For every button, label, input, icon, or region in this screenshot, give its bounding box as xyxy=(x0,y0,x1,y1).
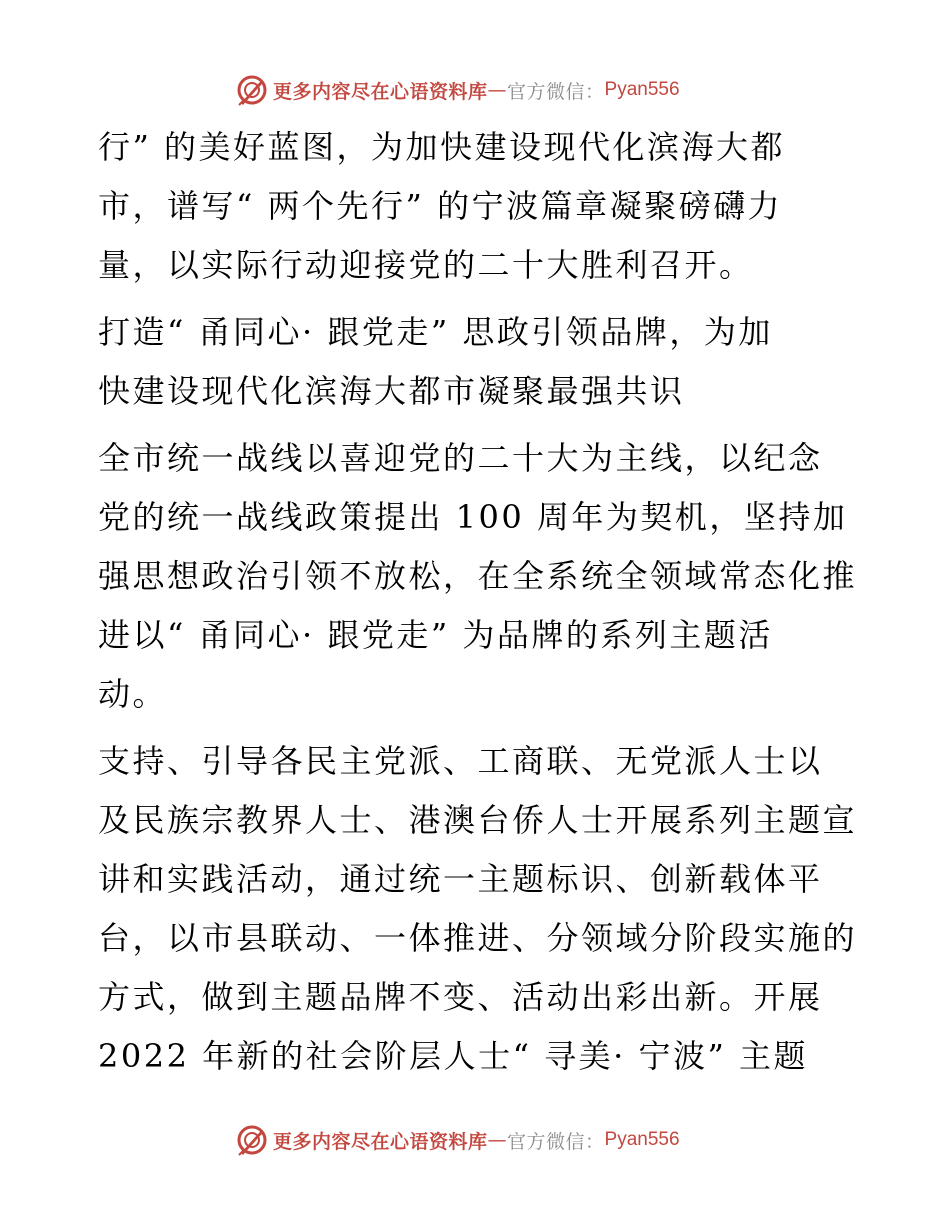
paragraph-3 xyxy=(98,429,858,724)
paragraph-2-heading xyxy=(98,303,858,421)
text-line: 2022 年新的社会阶层人士“ 寻美· 宁波” 主题 xyxy=(98,1037,809,1075)
watermark-wechat-label: 官方微信： xyxy=(507,1130,605,1153)
pen-logo-icon xyxy=(235,1123,269,1157)
pen-logo-icon xyxy=(235,73,269,107)
watermark-site-text: 更多内容尽在心语资料库 xyxy=(273,1130,488,1153)
text-line: 快建设现代化滨海大都市凝聚最强共识 xyxy=(98,372,685,410)
footer-watermark xyxy=(235,1122,680,1158)
watermark-wechat-label: 官方微信： xyxy=(507,80,605,103)
text-line: 强思想政治引领不放松，在全系统全领域常态化推 xyxy=(98,557,858,595)
watermark-site-text: 更多内容尽在心语资料库 xyxy=(273,80,488,103)
paragraph-4 xyxy=(98,732,858,1086)
watermark-wechat-id: Pyan556 xyxy=(604,1129,680,1150)
header-watermark xyxy=(235,72,680,108)
watermark-wechat-id: Pyan556 xyxy=(604,79,680,100)
text-line: 全市统一战线以喜迎党的二十大为主线，以纪念 xyxy=(98,439,823,477)
text-line: 量，以实际行动迎接党的二十大胜利召开。 xyxy=(98,246,754,284)
text-line: 讲和实践活动，通过统一主题标识、创新载体平 xyxy=(98,860,823,898)
text-line: 动。 xyxy=(98,675,168,713)
text-line: 台，以市县联动、一体推进、分领域分阶段实施的 xyxy=(98,919,858,957)
paragraph-1 xyxy=(98,118,858,295)
text-line: 市，谱写“ 两个先行” 的宁波篇章凝聚磅礴力 xyxy=(98,187,783,225)
text-line: 行” 的美好蓝图，为加快建设现代化滨海大都 xyxy=(98,128,786,166)
text-line: 打造“ 甬同心· 跟党走” 思政引领品牌，为加 xyxy=(98,313,773,351)
document-body xyxy=(98,118,858,1086)
watermark-dash: — xyxy=(487,1129,508,1151)
text-line: 党的统一战线政策提出 100 周年为契机，坚持加 xyxy=(98,498,848,536)
text-line: 进以“ 甬同心· 跟党走” 为品牌的系列主题活 xyxy=(98,616,773,654)
text-line: 及民族宗教界人士、港澳台侨人士开展系列主题宣 xyxy=(98,801,858,839)
text-line: 方式，做到主题品牌不变、活动出彩出新。开展 xyxy=(98,978,823,1016)
text-line: 支持、引导各民主党派、工商联、无党派人士以 xyxy=(98,742,823,780)
watermark-dash: — xyxy=(487,79,508,101)
